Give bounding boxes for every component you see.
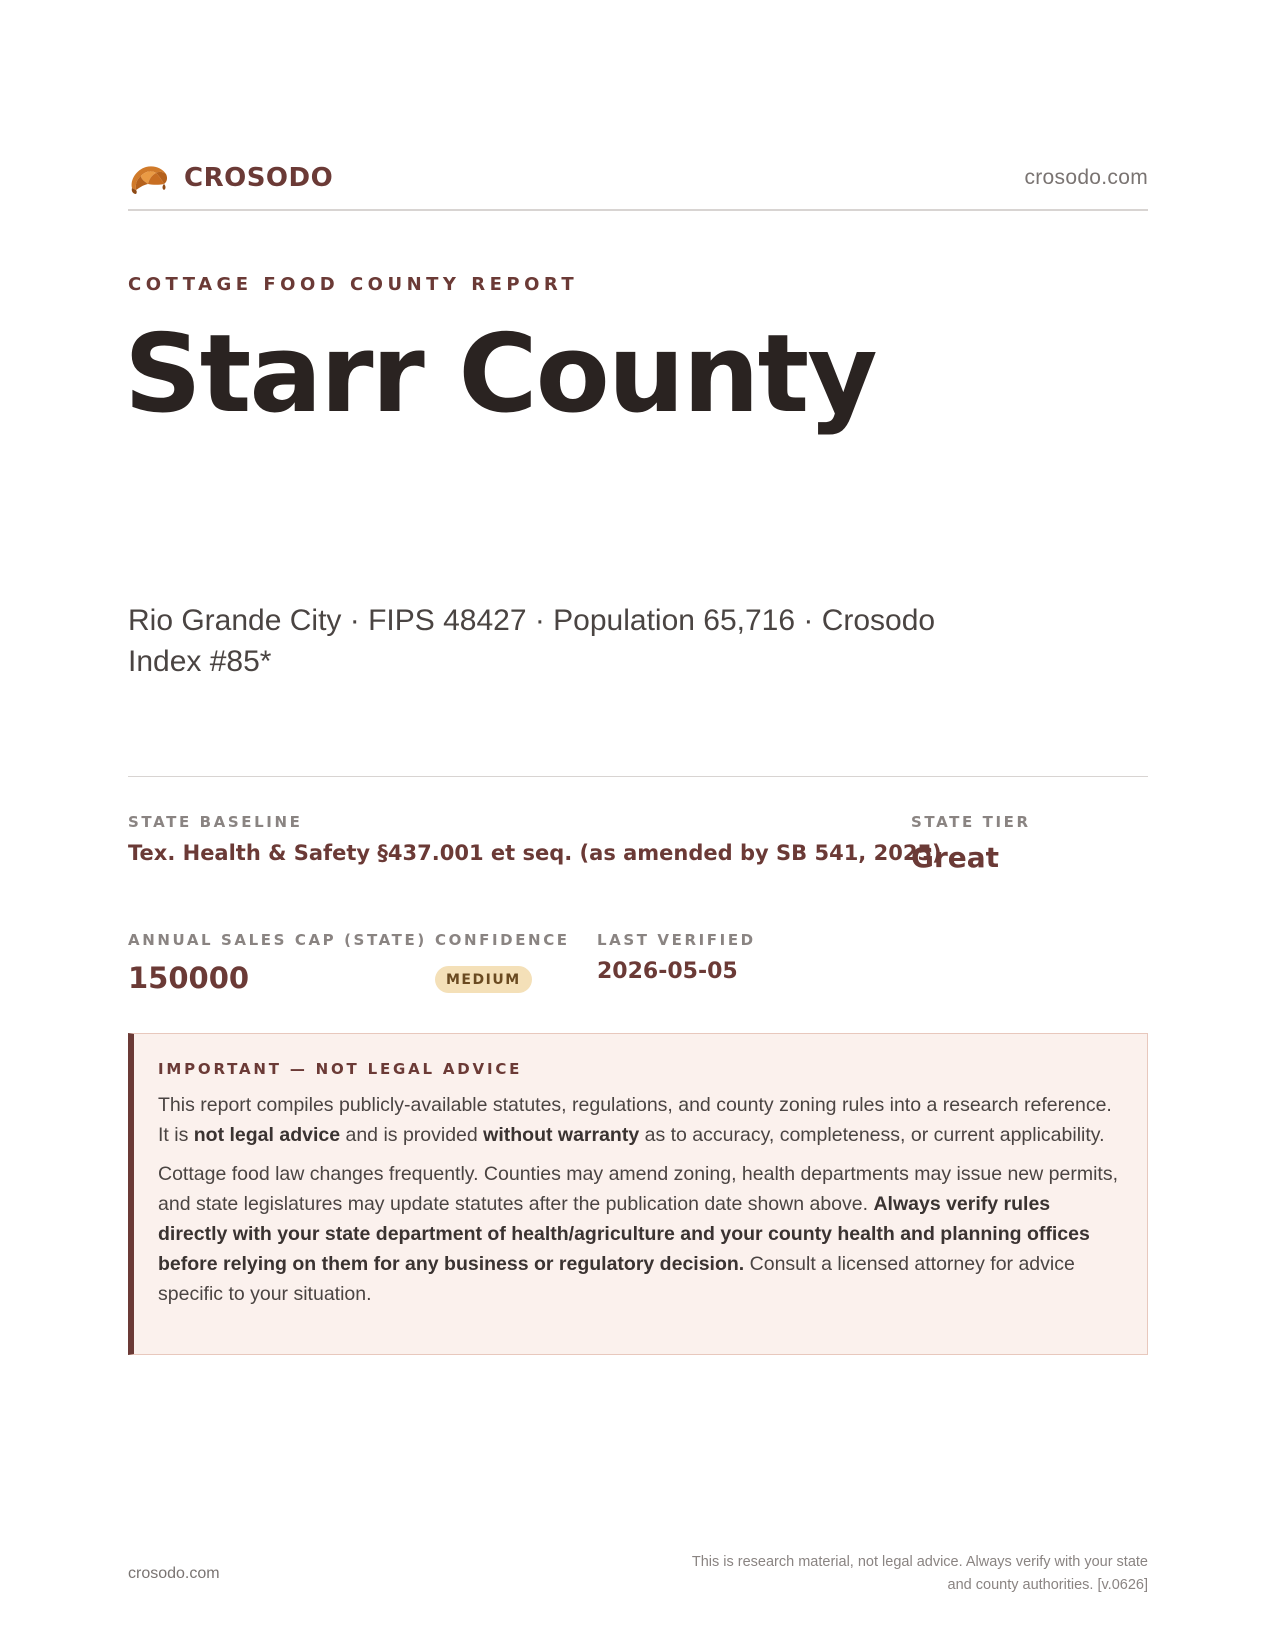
disclaimer-text: as to accuracy, completeness, or current applicability. <box>639 1124 1105 1146</box>
state-tier-field <box>911 813 1031 874</box>
state-tier-value: Great <box>911 841 1000 874</box>
page-title: Starr County <box>124 312 876 437</box>
disclaimer-emphasis: Always verify rules directly with your state department of health/agriculture and your county health and planning offices before relying on them for any business or regulatory decision. <box>158 1193 1090 1275</box>
footer-site-link[interactable]: crosodo.com <box>128 1565 220 1582</box>
footer-disclaimer-line: This is research material, not legal advice. Always verify with your state <box>691 1554 1148 1570</box>
confidence-field <box>435 931 570 993</box>
header-divider <box>128 209 1148 211</box>
state-baseline-label: STATE BASELINE <box>128 813 303 831</box>
croissant-icon <box>128 158 170 198</box>
section-divider <box>128 776 1148 777</box>
disclaimer-paragraph-1 <box>158 1090 1123 1150</box>
footer-disclaimer <box>628 1551 1148 1597</box>
state-baseline-value: Tex. Health & Safety §437.001 et seq. (as amended by SB 541, 2025) <box>128 841 942 865</box>
disclaimer-emphasis: not legal advice <box>193 1124 341 1146</box>
site-link[interactable]: crosodo.com <box>1024 166 1148 189</box>
report-page <box>124 0 1148 1650</box>
last-verified-field <box>597 931 756 984</box>
sales-cap-value: 150000 <box>128 961 250 995</box>
brand-logo[interactable] <box>128 158 333 198</box>
disclaimer-emphasis: without warranty <box>483 1124 640 1146</box>
disclaimer-text: Consult a licensed attorney for advice specific to your situation. <box>158 1253 1075 1305</box>
sales-cap-label: ANNUAL SALES CAP (STATE) <box>128 931 427 949</box>
confidence-badge: MEDIUM <box>435 966 532 993</box>
disclaimer-text: This report compiles publicly-available statutes, regulations, and county zoning rules into a research reference. It is <box>158 1094 1112 1146</box>
report-eyebrow: COTTAGE FOOD COUNTY REPORT <box>128 274 579 295</box>
last-verified-value: 2026-05-05 <box>597 959 738 984</box>
disclaimer-paragraph-2 <box>158 1159 1123 1309</box>
disclaimer-text: Cottage food law changes frequently. Counties may amend zoning, health departments may issue new permits, and state legislatures may update statutes after the publication date shown above. <box>158 1163 1118 1215</box>
sales-cap-field <box>128 931 427 995</box>
disclaimer-heading: IMPORTANT — NOT LEGAL ADVICE <box>158 1060 523 1078</box>
state-tier-label: STATE TIER <box>911 813 1031 831</box>
state-baseline-field <box>128 813 942 865</box>
page-header <box>128 158 1148 204</box>
brand-name: CROSODO <box>184 163 334 193</box>
last-verified-label: LAST VERIFIED <box>597 931 756 949</box>
county-summary: Rio Grande City · FIPS 48427 · Population 65,716 · Crosodo Index #85* <box>128 604 936 678</box>
footer-disclaimer-line: and county authorities. [v.0626] <box>947 1577 1148 1593</box>
confidence-label: CONFIDENCE <box>435 931 570 949</box>
legal-disclaimer <box>128 1033 1148 1355</box>
disclaimer-text: and is provided <box>340 1124 484 1146</box>
